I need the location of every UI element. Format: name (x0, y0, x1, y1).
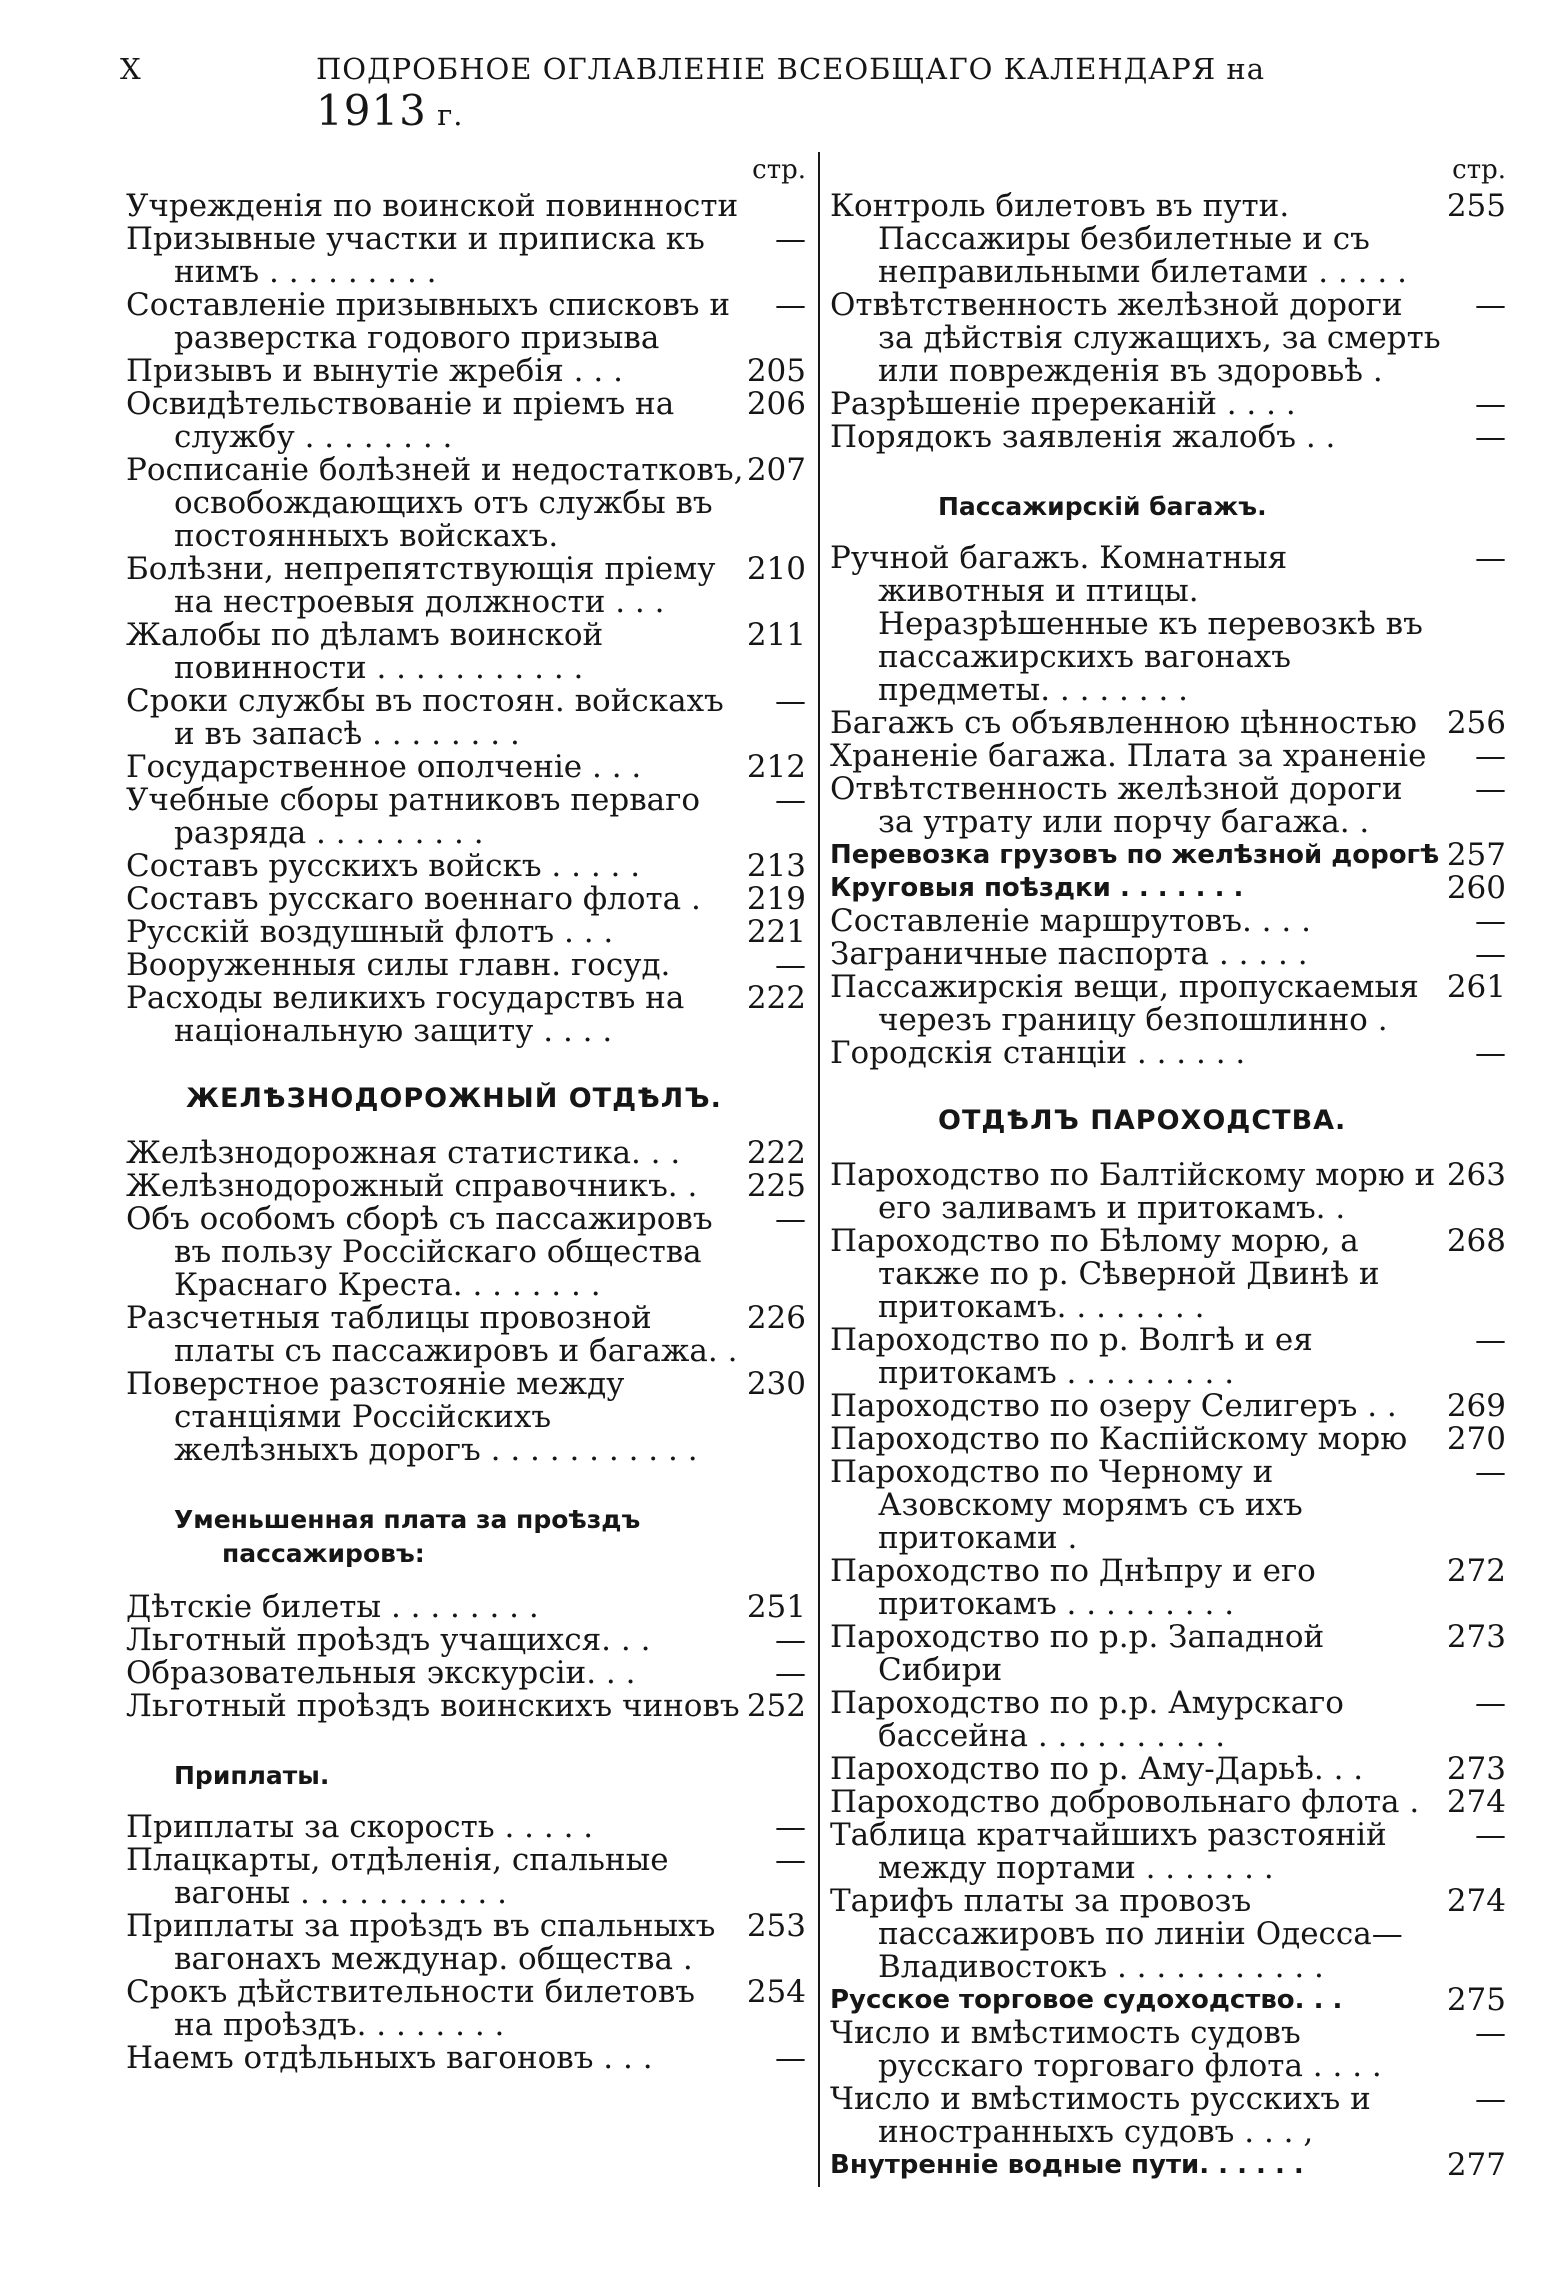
toc-entry-page: — (775, 1842, 806, 1878)
toc-entry (830, 2017, 1506, 2083)
toc-entry (126, 1811, 806, 1844)
toc-entry-title: Разрѣшеніе пререканій . . . . (830, 386, 1296, 422)
toc-entry-page: — (1475, 1817, 1506, 1853)
toc-entry (126, 1976, 806, 2042)
toc-entry-page: 222 (746, 980, 806, 1016)
toc-entry-title: Внутренніе водные пути. . . . . . (830, 2150, 1304, 2180)
toc-entry (126, 1591, 806, 1624)
toc-entry (126, 751, 806, 784)
toc-entry-page: — (775, 782, 806, 818)
toc-entry (126, 454, 806, 553)
toc-entry-page: 273 (1446, 1619, 1506, 1655)
toc-entry-title: Жалобы по дѣламъ воинской повинности . . . . . . . . . . . (126, 617, 604, 686)
toc-entry (126, 784, 806, 850)
right-column (830, 150, 1506, 2182)
toc-entry-page: 221 (746, 914, 806, 950)
toc-entry-page: 274 (1446, 1883, 1506, 1919)
toc-entry-page: 263 (1446, 1157, 1506, 1193)
left-column-page-label: стр. (752, 155, 806, 185)
subheading-reduced-fare-line2: пассажировъ: (222, 1539, 425, 1568)
right-bold-waterways (830, 2149, 1506, 2182)
toc-entry-page: 251 (746, 1589, 806, 1625)
right-passport-entries (830, 905, 1506, 1070)
toc-entry-title: Ручной багажъ. Комнатныя животныя и птицы. Неразрѣшенные къ перевозкѣ въ пассажирскихъ вагонахъ предметы. . . . . . . . (830, 540, 1423, 708)
toc-entry (830, 1324, 1506, 1390)
toc-entry (830, 1225, 1506, 1324)
toc-entry-title: Пароходство по Днѣпру и его притокамъ . . . . . . . . . (830, 1553, 1316, 1622)
left-surcharge-entries (126, 1811, 806, 2075)
toc-entry-page: 230 (746, 1366, 806, 1402)
toc-entry (830, 707, 1506, 740)
toc-entry-title: Круговыя поѣздки . . . . . . . (830, 873, 1244, 903)
toc-entry (126, 223, 806, 289)
column-divider (818, 152, 820, 2187)
toc-entry-title: Русское торговое судоходство. . . (830, 1985, 1343, 2015)
toc-entry-page: 269 (1446, 1388, 1506, 1424)
toc-entry-page: — (1475, 1035, 1506, 1071)
toc-entry-page: 219 (746, 881, 806, 917)
toc-entry-title: Русскій воздушный флотъ . . . (126, 914, 614, 950)
section-heading-railway: ЖЕЛѢЗНОДОРОЖНЫЙ ОТДѢЛЪ. (186, 1083, 722, 1114)
toc-entry-title: Пароходство добровольнаго флота . (830, 1784, 1420, 1820)
subheading-reduced-fare-line1: Уменьшенная плата за проѣздъ (174, 1505, 641, 1534)
toc-entry-title: Сроки службы въ постоян. войскахъ и въ запасѣ . . . . . . . . (126, 683, 724, 752)
toc-entry-title: Плацкарты, отдѣленія, спальные вагоны . . . . . . . . . . . (126, 1842, 669, 1911)
toc-entry (830, 1390, 1506, 1423)
toc-entry (126, 949, 806, 982)
toc-entry (126, 2042, 806, 2075)
toc-entry-page: — (1475, 2015, 1506, 2051)
toc-entry (126, 1170, 806, 1203)
right-fleet-entries (830, 2017, 1506, 2149)
toc-entry (126, 289, 806, 355)
toc-entry (830, 1885, 1506, 1984)
toc-entry-page: 253 (746, 1908, 806, 1944)
toc-entry (830, 1037, 1506, 1070)
toc-entry-page: — (1475, 903, 1506, 939)
toc-entry (126, 1137, 806, 1170)
toc-entry-title: Призывные участки и приписка къ нимъ . . . . . . . . . (126, 221, 705, 290)
toc-entry (126, 1368, 806, 1467)
toc-entry-page: 206 (746, 386, 806, 422)
right-column-page-label: стр. (1452, 155, 1506, 185)
toc-entry (126, 1657, 806, 1690)
toc-entry-page: — (775, 1201, 806, 1237)
section-heading-shipping: ОТДѢЛЪ ПАРОХОДСТВА. (938, 1105, 1347, 1136)
toc-entry (830, 773, 1506, 839)
right-ticket-entries (830, 190, 1506, 454)
toc-entry-title: Росписаніе болѣзней и недостатковъ, освобождающихъ отъ службы въ постоянныхъ войскахъ. (126, 452, 744, 554)
toc-entry-title: Освидѣтельствованіе и пріемъ на службу . . . . . . . . (126, 386, 675, 455)
left-reduced-fare-entries (126, 1591, 806, 1723)
toc-entry-title: Городскія станціи . . . . . . (830, 1035, 1246, 1071)
toc-entry (126, 916, 806, 949)
toc-entry (830, 839, 1506, 872)
toc-entry-page: — (1475, 936, 1506, 972)
toc-entry-title: Составленіе призывныхъ списковъ и разверстка годового призыва (126, 287, 731, 356)
toc-entry-page: — (1475, 1322, 1506, 1358)
toc-entry-title: Пароходство по Бѣлому морю, а также по р. Сѣверной Двинѣ и притокамъ. . . . . . . . (830, 1223, 1380, 1325)
toc-entry-page: 211 (746, 617, 806, 653)
toc-entry (830, 2083, 1506, 2149)
toc-entry-title: Разсчетныя таблицы провозной платы съ пассажировъ и багажа. . (126, 1300, 738, 1369)
toc-entry-page: 272 (1446, 1553, 1506, 1589)
toc-entry-page: 255 (1446, 188, 1506, 224)
toc-entry-title: Составъ русскихъ войскъ . . . . . (126, 848, 641, 884)
toc-entry-title: Тарифъ платы за провозъ пассажировъ по линіи Одесса—Владивостокъ . . . . . . . . . . . (830, 1883, 1403, 1985)
toc-entry-title: Пароходство по р.р. Амурскаго бассейна . . . . . . . . . . (830, 1685, 1344, 1754)
toc-entry (830, 190, 1506, 289)
toc-entry (830, 1753, 1506, 1786)
toc-entry (126, 1203, 806, 1302)
toc-entry-page: — (1475, 386, 1506, 422)
toc-entry-page: — (1475, 540, 1506, 576)
toc-entry (830, 938, 1506, 971)
toc-entry-page: — (775, 1655, 806, 1691)
toc-entry-title: Пароходство по Балтійскому морю и его заливамъ и притокамъ. . (830, 1157, 1436, 1226)
toc-entry (830, 1621, 1506, 1687)
toc-entry-page: 261 (1446, 969, 1506, 1005)
toc-entry-title: Заграничные паспорта . . . . . (830, 936, 1308, 972)
toc-entry-page: 213 (746, 848, 806, 884)
toc-entry-title: Отвѣтственность желѣзной дороги за дѣйствія служащихъ, за смерть или поврежденія въ здоровьѣ . (830, 287, 1441, 389)
toc-entry-page: — (1475, 287, 1506, 323)
toc-entry-title: Вооруженныя силы главн. госуд. (126, 947, 671, 983)
toc-entry-title: Пароходство по Черному и Азовскому морямъ съ ихъ притоками . (830, 1454, 1303, 1556)
page-title-text: ПОДРОБНОЕ ОГЛАВЛЕНІЕ ВСЕОБЩАГО КАЛЕНДАРЯ на (316, 52, 1266, 86)
right-bold-trade-shipping (830, 1984, 1506, 2017)
right-shipping-entries (830, 1159, 1506, 1984)
subheading-surcharges: Приплаты. (174, 1761, 330, 1790)
toc-entry-page: 205 (746, 353, 806, 389)
toc-entry (830, 1786, 1506, 1819)
toc-entry-page: 270 (1446, 1421, 1506, 1457)
toc-entry (126, 1844, 806, 1910)
toc-entry-page: — (1475, 771, 1506, 807)
toc-entry (830, 289, 1506, 388)
toc-entry-title: Призывъ и вынутіе жребія . . . (126, 353, 623, 389)
subheading-luggage: Пассажирскій багажъ. (938, 492, 1267, 521)
toc-entry-title: Число и вмѣстимость судовъ русскаго торговаго флота . . . . (830, 2015, 1382, 2084)
right-luggage-entries (830, 542, 1506, 839)
toc-entry (830, 542, 1506, 707)
right-bold-freight-entries (830, 839, 1506, 905)
toc-entry (830, 740, 1506, 773)
toc-entry-page: 260 (1446, 870, 1506, 906)
toc-entry-title: Перевозка грузовъ по желѣзной дорогѣ (830, 840, 1440, 870)
toc-entry-page: 273 (1446, 1751, 1506, 1787)
toc-entry-title: Учрежденія по воинской повинности (126, 188, 739, 224)
toc-entry (830, 1456, 1506, 1555)
toc-entry-title: Срокъ дѣйствительности билетовъ на проѣздъ. . . . . . . . (126, 1974, 696, 2043)
toc-entry-title: Желѣзнодорожный справочникъ. . (126, 1168, 698, 1204)
toc-entry-title: Пароходство по р.р. Западной Сибири (830, 1619, 1325, 1688)
page-title-year: 1913 (316, 86, 427, 135)
toc-entry (126, 619, 806, 685)
toc-entry-title: Поверстное разстояніе между станціями Россійскихъ желѣзныхъ дорогъ . . . . . . . . . . . (126, 1366, 698, 1468)
toc-entry (830, 1984, 1506, 2017)
toc-entry-page: 207 (746, 452, 806, 488)
toc-entry (830, 905, 1506, 938)
toc-entry (126, 685, 806, 751)
toc-entry-page: 275 (1446, 1982, 1506, 2018)
page-title (316, 52, 1360, 135)
toc-entry-title: Приплаты за скорость . . . . . (126, 1809, 594, 1845)
toc-entry (126, 883, 806, 916)
toc-entry-title: Храненіе багажа. Плата за храненіе (830, 738, 1427, 774)
toc-entry-title: Отвѣтственность желѣзной дороги за утрату или порчу багажа. . (830, 771, 1403, 840)
toc-entry-title: Болѣзни, непрепятствующія пріему на нестроевыя должности . . . (126, 551, 716, 620)
toc-entry (126, 553, 806, 619)
toc-entry (830, 421, 1506, 454)
toc-entry (126, 850, 806, 883)
toc-entry-page: 257 (1446, 837, 1506, 873)
left-military-entries (126, 190, 806, 1048)
toc-entry-page: 212 (746, 749, 806, 785)
toc-entry-title: Льготный проѣздъ учащихся. . . (126, 1622, 651, 1658)
toc-entry (830, 971, 1506, 1037)
toc-entry-title: Дѣтскіе билеты . . . . . . . . (126, 1589, 539, 1625)
toc-entry (830, 1819, 1506, 1885)
toc-entry-page: 274 (1446, 1784, 1506, 1820)
toc-entry-title: Пассажирскія вещи, пропускаемыя черезъ границу безпошлинно . (830, 969, 1419, 1038)
toc-entry-page: — (1475, 1454, 1506, 1490)
toc-entry (830, 872, 1506, 905)
toc-entry-page: 226 (746, 1300, 806, 1336)
toc-entry (830, 1159, 1506, 1225)
toc-entry-page: — (775, 947, 806, 983)
toc-entry-page: 268 (1446, 1223, 1506, 1259)
toc-entry (126, 1624, 806, 1657)
toc-entry (830, 388, 1506, 421)
toc-entry-title: Приплаты за проѣздъ въ спальныхъ вагонахъ междунар. общества . (126, 1908, 716, 1977)
toc-entry-page: — (775, 287, 806, 323)
toc-entry (126, 1690, 806, 1723)
toc-entry-title: Пароходство по Каспійскому морю (830, 1421, 1408, 1457)
toc-entry (126, 190, 806, 223)
toc-entry-title: Контроль билетовъ въ пути. Пассажиры безбилетные и съ неправильными билетами . . . . . (830, 188, 1407, 290)
toc-entry (126, 982, 806, 1048)
page-title-suffix: г. (437, 98, 464, 132)
toc-entry (830, 1423, 1506, 1456)
toc-entry-page: — (1475, 2081, 1506, 2117)
toc-entry-title: Пароходство по р. Аму-Дарьѣ. . . (830, 1751, 1364, 1787)
toc-entry-page: 222 (746, 1135, 806, 1171)
toc-entry-page: 225 (746, 1168, 806, 1204)
page-header (120, 52, 1360, 135)
toc-entry (126, 388, 806, 454)
toc-entry (126, 355, 806, 388)
toc-entry-title: Учебные сборы ратниковъ перваго разряда . . . . . . . . . (126, 782, 701, 851)
toc-entry-page: — (775, 2040, 806, 2076)
left-column (126, 150, 806, 2075)
toc-entry-page: — (1475, 738, 1506, 774)
toc-entry-title: Желѣзнодорожная статистика. . . (126, 1135, 681, 1171)
subheading-reduced-fare (126, 1503, 806, 1571)
toc-entry (126, 1302, 806, 1368)
toc-entry-title: Составъ русскаго военнаго флота . (126, 881, 701, 917)
toc-entry-page: — (1475, 419, 1506, 455)
toc-entry-page: — (775, 1809, 806, 1845)
toc-entry-page: 256 (1446, 705, 1506, 741)
left-railway-entries (126, 1137, 806, 1467)
toc-entry-page (744, 190, 806, 223)
toc-entry-title: Объ особомъ сборѣ съ пассажировъ въ пользу Россійскаго общества Краснаго Креста. . . . . . . . (126, 1201, 713, 1303)
toc-entry (830, 2149, 1506, 2182)
toc-entry-page: 254 (746, 1974, 806, 2010)
page-number-roman: X (120, 52, 142, 86)
toc-entry-title: Число и вмѣстимость русскихъ и иностранныхъ судовъ . . . , (830, 2081, 1371, 2150)
toc-entry-title: Пароходство по р. Волгѣ и ея притокамъ . . . . . . . . . (830, 1322, 1313, 1391)
toc-entry-title: Багажъ съ объявленною цѣнностью (830, 705, 1417, 741)
toc-entry-title: Расходы великихъ государствъ на національную защиту . . . . (126, 980, 685, 1049)
toc-entry-title: Льготный проѣздъ воинскихъ чиновъ (126, 1688, 740, 1724)
toc-entry-page: — (1475, 1685, 1506, 1721)
toc-entry-page: 277 (1446, 2147, 1506, 2183)
toc-entry-title: Наемъ отдѣльныхъ вагоновъ . . . (126, 2040, 653, 2076)
toc-entry-page: 210 (746, 551, 806, 587)
toc-entry-title: Образовательныя экскурсіи. . . (126, 1655, 636, 1691)
toc-entry-page: — (775, 1622, 806, 1658)
toc-entry-page: — (775, 683, 806, 719)
toc-entry-title: Государственное ополченіе . . . (126, 749, 642, 785)
toc-entry-title: Таблица кратчайшихъ разстояній между портами . . . . . . . (830, 1817, 1387, 1886)
toc-entry (830, 1555, 1506, 1621)
toc-entry (830, 1687, 1506, 1753)
toc-entry-page: — (775, 221, 806, 257)
toc-entry-title: Пароходство по озеру Селигеръ . . (830, 1388, 1397, 1424)
toc-entry-title: Порядокъ заявленія жалобъ . . (830, 419, 1336, 455)
toc-entry (126, 1910, 806, 1976)
toc-entry-title: Составленіе маршрутовъ. . . . (830, 903, 1311, 939)
toc-entry-page: 252 (746, 1688, 806, 1724)
